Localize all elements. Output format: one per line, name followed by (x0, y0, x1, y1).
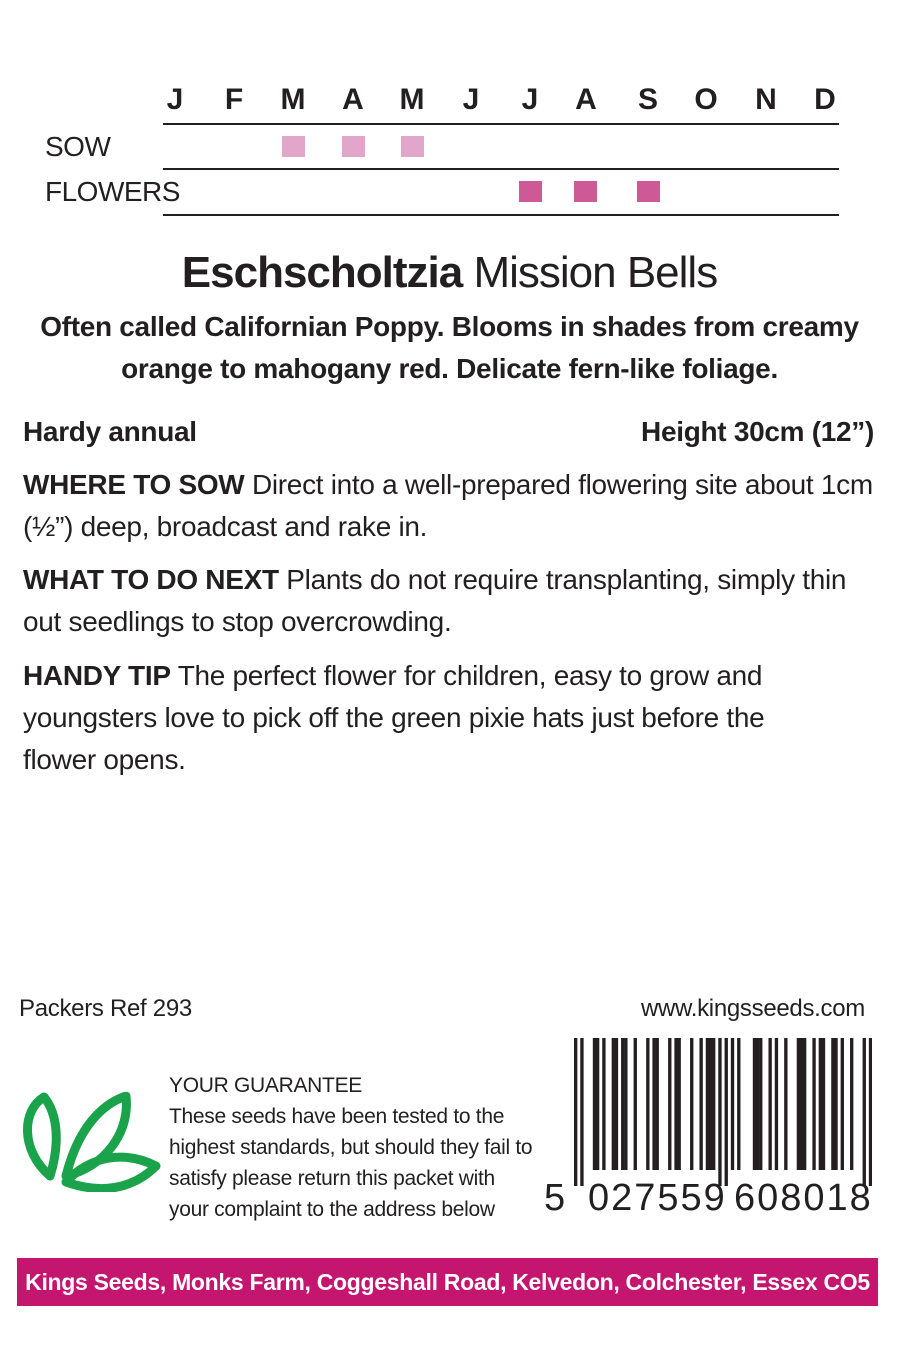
month-label-may: M (399, 83, 425, 116)
barcode-bar (596, 1038, 599, 1170)
barcode-bar (699, 1038, 702, 1170)
barcode-bar (712, 1038, 715, 1170)
handy-tip-section (23, 655, 823, 781)
barcode-bar (656, 1038, 659, 1170)
month-label-nov: N (755, 83, 777, 116)
month-label-sep: S (637, 83, 658, 116)
sow-month-marker (342, 136, 365, 157)
where-to-sow-section (23, 464, 883, 548)
flower-month-marker (519, 181, 542, 202)
month-label-jun: J (462, 83, 480, 116)
barcode-bar (593, 1038, 596, 1170)
barcode-bar (580, 1038, 583, 1186)
barcode-bar (863, 1038, 866, 1186)
calendar-row-label-sow: SOW (45, 131, 111, 162)
barcode-bar (725, 1038, 728, 1186)
barcode-bar (812, 1038, 815, 1170)
barcode-bar (869, 1038, 872, 1186)
address-bar: Kings Seeds, Monks Farm, Coggeshall Road, Kelvedon, Colchester, Essex CO5 9PG (17, 1258, 878, 1306)
barcode-bar (756, 1038, 759, 1170)
barcode-bar (646, 1038, 649, 1170)
section-text: Direct into a well-prepared flowering site about 1cm (½”) deep, broadcast and rake in. (23, 469, 873, 542)
barcode-bar (834, 1038, 837, 1170)
barcode-bar (612, 1038, 615, 1170)
packers-ref: Packers Ref 293 (19, 995, 192, 1022)
barcode-digits-right: 608018 (734, 1177, 873, 1219)
month-label-feb: F (224, 83, 244, 116)
barcode-bar (800, 1038, 803, 1170)
calendar-row-label-flowers: FLOWERS (45, 176, 180, 207)
month-label-jul: J (521, 83, 539, 116)
barcode-bar (768, 1038, 771, 1170)
barcode-bar (668, 1038, 671, 1170)
month-label-aug: A (575, 83, 597, 116)
barcode-bar (822, 1038, 825, 1170)
what-to-do-next-section (23, 559, 883, 643)
barcode-bar (602, 1038, 605, 1170)
barcode (574, 1038, 872, 1186)
barcode-bar (784, 1038, 787, 1170)
section-heading: HANDY TIP (23, 660, 171, 691)
plant-variety: Mission Bells (473, 248, 718, 297)
barcode-bar (621, 1038, 624, 1170)
barcode-bar (797, 1038, 800, 1170)
barcode-bar (709, 1038, 712, 1170)
guarantee-text: These seeds have been tested to the highest standards, but should they fail to satisfy please return this packet with your complaint to the address below (169, 1105, 533, 1221)
guarantee-block (169, 1070, 539, 1225)
section-heading: WHAT TO DO NEXT (23, 564, 279, 595)
barcode-bar (718, 1038, 721, 1186)
barcode-bar (674, 1038, 677, 1170)
barcode-bar (831, 1038, 834, 1170)
barcode-bar (652, 1038, 655, 1170)
section-heading: WHERE TO SOW (23, 469, 245, 500)
barcode-bar (634, 1038, 637, 1170)
calendar-divider (163, 168, 839, 170)
barcode-bar (775, 1038, 778, 1170)
sow-month-marker (282, 136, 305, 157)
product-description: Often called Californian Poppy. Blooms in shades from creamy orange to mahogany red. Delicate fern-like foliage. (40, 311, 859, 384)
section-text: The perfect flower for children, easy to grow and youngsters love to pick off the green pixie hats just before the flower opens. (23, 660, 765, 775)
barcode-bar (850, 1038, 853, 1170)
website-link[interactable]: www.kingsseeds.com (640, 995, 865, 1022)
month-label-mar: M (280, 83, 306, 116)
barcode-bar (678, 1038, 681, 1170)
guarantee-heading: YOUR GUARANTEE (169, 1074, 362, 1097)
barcode-bar (690, 1038, 693, 1170)
barcode-bar (803, 1038, 806, 1170)
plant-genus: Eschscholtzia (181, 248, 463, 297)
product-title (0, 246, 899, 300)
month-label-jan: J (166, 83, 184, 116)
barcode-first-digit: 5 (544, 1177, 568, 1219)
sow-month-marker (401, 136, 424, 157)
section-text: Plants do not require transplanting, simply thin out seedlings to stop overcrowding. (23, 564, 847, 637)
barcode-bar (841, 1038, 844, 1170)
barcode-bar (731, 1038, 734, 1170)
month-label-oct: O (694, 83, 718, 116)
barcode-bar (753, 1038, 756, 1170)
month-label-dec: D (814, 83, 836, 116)
barcode-digits-left: 027559 (588, 1177, 727, 1219)
barcode-bar (819, 1038, 822, 1170)
barcode-bar (574, 1038, 577, 1186)
barcode-bar (759, 1038, 762, 1170)
flower-month-marker (574, 181, 597, 202)
plant-height: Height 30cm (12”) (641, 416, 874, 447)
barcode-bar (706, 1038, 709, 1170)
calendar-divider (163, 214, 839, 216)
plant-type: Hardy annual (23, 416, 197, 447)
barcode-bar (624, 1038, 627, 1170)
flower-month-marker (637, 181, 660, 202)
barcode-bar (615, 1038, 618, 1170)
calendar-divider (163, 123, 839, 125)
leaves-logo-icon (20, 1092, 162, 1192)
month-label-apr: A (342, 83, 364, 116)
barcode-bar (737, 1038, 740, 1170)
